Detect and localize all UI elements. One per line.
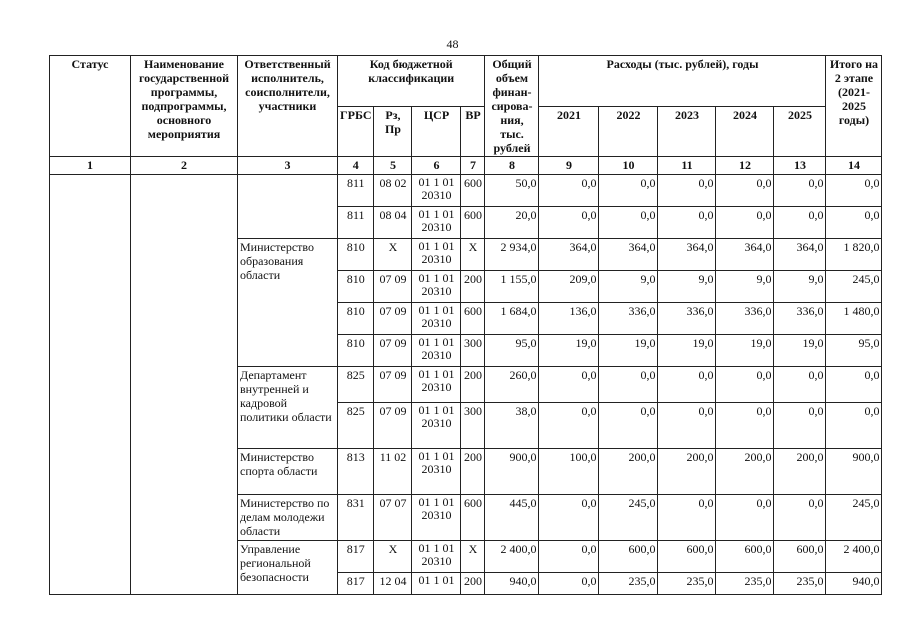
- year-2022-cell: 235,0: [599, 573, 658, 595]
- header-budget-code: Код бюджетной классификации: [338, 56, 485, 107]
- year-2022-cell: 9,0: [599, 271, 658, 303]
- year-2022-cell: 0,0: [599, 367, 658, 403]
- year-2025-cell: 235,0: [774, 573, 826, 595]
- header-expenses: Расходы (тыс. рублей), годы: [539, 56, 826, 107]
- year-2021-cell: 364,0: [539, 239, 599, 271]
- year-2021-cell: 0,0: [539, 403, 599, 449]
- header-stage-total: Итого на 2 этапе (2021-2025 годы): [826, 56, 882, 157]
- year-2024-cell: 364,0: [716, 239, 774, 271]
- stage-total-cell: 0,0: [826, 175, 882, 207]
- year-2022-cell: 200,0: [599, 449, 658, 495]
- stage-total-cell: 900,0: [826, 449, 882, 495]
- year-2021-cell: 0,0: [539, 175, 599, 207]
- year-2025-cell: 364,0: [774, 239, 826, 271]
- stage-total-cell: 95,0: [826, 335, 882, 367]
- grbs-cell: 831: [338, 495, 374, 541]
- vr-cell: 600: [461, 303, 485, 335]
- stage-total-cell: 245,0: [826, 271, 882, 303]
- column-number: 13: [774, 157, 826, 175]
- status-cell: [50, 175, 131, 595]
- vr-cell: 300: [461, 403, 485, 449]
- stage-total-cell: 2 400,0: [826, 541, 882, 573]
- rzpr-cell: 08 02: [374, 175, 412, 207]
- total-volume-cell: 2 400,0: [485, 541, 539, 573]
- column-number: 4: [338, 157, 374, 175]
- csr-cell: 01 1 01 20310: [412, 449, 461, 495]
- year-2025-cell: 19,0: [774, 335, 826, 367]
- total-volume-cell: 940,0: [485, 573, 539, 595]
- year-2025-cell: 0,0: [774, 403, 826, 449]
- year-2022-cell: 0,0: [599, 175, 658, 207]
- year-2022-cell: 600,0: [599, 541, 658, 573]
- column-number: 14: [826, 157, 882, 175]
- csr-cell: 01 1 01 20310: [412, 403, 461, 449]
- stage-total-cell: 245,0: [826, 495, 882, 541]
- vr-cell: 200: [461, 573, 485, 595]
- year-2025-cell: 0,0: [774, 207, 826, 239]
- grbs-cell: 810: [338, 335, 374, 367]
- column-number: 10: [599, 157, 658, 175]
- year-2025-cell: 600,0: [774, 541, 826, 573]
- grbs-cell: 810: [338, 271, 374, 303]
- year-2024-cell: 0,0: [716, 495, 774, 541]
- year-2025-cell: 0,0: [774, 367, 826, 403]
- year-2024-cell: 336,0: [716, 303, 774, 335]
- header-total-volume: Общий объем финан-сирова-ния, тыс. рублей: [485, 56, 539, 157]
- executor-cell: Министерство по делам молодежи области: [238, 495, 338, 541]
- year-2024-cell: 0,0: [716, 175, 774, 207]
- executor-cell: Министерство спорта области: [238, 449, 338, 495]
- header-row-1: [50, 56, 882, 107]
- executor-cell: Министерство образования области: [238, 239, 338, 367]
- rzpr-cell: 07 09: [374, 367, 412, 403]
- column-number: 3: [238, 157, 338, 175]
- year-2021-cell: 19,0: [539, 335, 599, 367]
- year-2025-cell: 336,0: [774, 303, 826, 335]
- year-2021-cell: 0,0: [539, 367, 599, 403]
- csr-cell: 01 1 01 20310: [412, 207, 461, 239]
- year-2021-cell: 0,0: [539, 495, 599, 541]
- rzpr-cell: 12 04: [374, 573, 412, 595]
- stage-total-cell: 0,0: [826, 367, 882, 403]
- column-number: 2: [131, 157, 238, 175]
- stage-total-cell: 0,0: [826, 207, 882, 239]
- table-row: [50, 175, 882, 207]
- grbs-cell: 825: [338, 403, 374, 449]
- column-number: 7: [461, 157, 485, 175]
- header-grbs: ГРБС: [338, 106, 374, 157]
- year-2023-cell: 0,0: [658, 403, 716, 449]
- vr-cell: 600: [461, 175, 485, 207]
- year-2023-cell: 19,0: [658, 335, 716, 367]
- year-2023-cell: 0,0: [658, 175, 716, 207]
- year-2024-cell: 0,0: [716, 367, 774, 403]
- grbs-cell: 811: [338, 175, 374, 207]
- year-2022-cell: 0,0: [599, 403, 658, 449]
- csr-cell: 01 1 01 20310: [412, 271, 461, 303]
- rzpr-cell: 07 09: [374, 403, 412, 449]
- year-2021-cell: 0,0: [539, 573, 599, 595]
- year-2024-cell: 0,0: [716, 207, 774, 239]
- total-volume-cell: 260,0: [485, 367, 539, 403]
- csr-cell: 01 1 01 20310: [412, 303, 461, 335]
- year-2022-cell: 364,0: [599, 239, 658, 271]
- header-status: Статус: [50, 56, 131, 157]
- total-volume-cell: 95,0: [485, 335, 539, 367]
- header-rzpr: Рз, Пр: [374, 106, 412, 157]
- total-volume-cell: 1 155,0: [485, 271, 539, 303]
- year-2024-cell: 0,0: [716, 403, 774, 449]
- grbs-cell: 813: [338, 449, 374, 495]
- rzpr-cell: X: [374, 541, 412, 573]
- rzpr-cell: 07 07: [374, 495, 412, 541]
- csr-cell: 01 1 01 20310: [412, 239, 461, 271]
- year-2021-cell: 209,0: [539, 271, 599, 303]
- vr-cell: 200: [461, 449, 485, 495]
- rzpr-cell: 11 02: [374, 449, 412, 495]
- total-volume-cell: 20,0: [485, 207, 539, 239]
- year-2022-cell: 245,0: [599, 495, 658, 541]
- year-2024-cell: 9,0: [716, 271, 774, 303]
- header-executor: Ответственный исполнитель, соисполнители, участники: [238, 56, 338, 157]
- year-2021-cell: 100,0: [539, 449, 599, 495]
- year-2024-cell: 19,0: [716, 335, 774, 367]
- total-volume-cell: 2 934,0: [485, 239, 539, 271]
- stage-total-cell: 940,0: [826, 573, 882, 595]
- vr-cell: 300: [461, 335, 485, 367]
- year-2025-cell: 200,0: [774, 449, 826, 495]
- header-year-2025: 2025: [774, 106, 826, 157]
- grbs-cell: 811: [338, 207, 374, 239]
- year-2022-cell: 336,0: [599, 303, 658, 335]
- year-2021-cell: 0,0: [539, 207, 599, 239]
- grbs-cell: 810: [338, 239, 374, 271]
- year-2023-cell: 200,0: [658, 449, 716, 495]
- year-2023-cell: 336,0: [658, 303, 716, 335]
- year-2023-cell: 600,0: [658, 541, 716, 573]
- total-volume-cell: 50,0: [485, 175, 539, 207]
- csr-cell: 01 1 01 20310: [412, 541, 461, 573]
- column-number: 6: [412, 157, 461, 175]
- rzpr-cell: 07 09: [374, 271, 412, 303]
- grbs-cell: 817: [338, 541, 374, 573]
- year-2024-cell: 235,0: [716, 573, 774, 595]
- table-body: [50, 175, 882, 595]
- grbs-cell: 810: [338, 303, 374, 335]
- csr-cell: 01 1 01: [412, 573, 461, 595]
- total-volume-cell: 445,0: [485, 495, 539, 541]
- rzpr-cell: 07 09: [374, 303, 412, 335]
- year-2023-cell: 0,0: [658, 495, 716, 541]
- budget-table: [49, 55, 882, 595]
- stage-total-cell: 1 480,0: [826, 303, 882, 335]
- year-2022-cell: 0,0: [599, 207, 658, 239]
- header-vr: ВР: [461, 106, 485, 157]
- rzpr-cell: X: [374, 239, 412, 271]
- column-number: 1: [50, 157, 131, 175]
- year-2024-cell: 600,0: [716, 541, 774, 573]
- year-2025-cell: 0,0: [774, 495, 826, 541]
- column-number: 12: [716, 157, 774, 175]
- total-volume-cell: 1 684,0: [485, 303, 539, 335]
- total-volume-cell: 38,0: [485, 403, 539, 449]
- column-number: 9: [539, 157, 599, 175]
- header-year-2021: 2021: [539, 106, 599, 157]
- vr-cell: 600: [461, 495, 485, 541]
- grbs-cell: 817: [338, 573, 374, 595]
- page-number: 48: [446, 37, 459, 51]
- program-name-cell: [131, 175, 238, 595]
- year-2023-cell: 0,0: [658, 367, 716, 403]
- total-volume-cell: 900,0: [485, 449, 539, 495]
- rzpr-cell: 07 09: [374, 335, 412, 367]
- vr-cell: X: [461, 541, 485, 573]
- year-2021-cell: 0,0: [539, 541, 599, 573]
- year-2025-cell: 9,0: [774, 271, 826, 303]
- csr-cell: 01 1 01 20310: [412, 175, 461, 207]
- executor-cell: [238, 175, 338, 239]
- year-2023-cell: 235,0: [658, 573, 716, 595]
- vr-cell: 200: [461, 367, 485, 403]
- header-year-2022: 2022: [599, 106, 658, 157]
- csr-cell: 01 1 01 20310: [412, 335, 461, 367]
- column-number: 11: [658, 157, 716, 175]
- year-2024-cell: 200,0: [716, 449, 774, 495]
- stage-total-cell: 1 820,0: [826, 239, 882, 271]
- column-number-row: [50, 157, 882, 175]
- vr-cell: X: [461, 239, 485, 271]
- grbs-cell: 825: [338, 367, 374, 403]
- year-2021-cell: 136,0: [539, 303, 599, 335]
- vr-cell: 200: [461, 271, 485, 303]
- year-2023-cell: 364,0: [658, 239, 716, 271]
- stage-total-cell: 0,0: [826, 403, 882, 449]
- csr-cell: 01 1 01 20310: [412, 495, 461, 541]
- executor-cell: Управление региональной безопасности: [238, 541, 338, 595]
- csr-cell: 01 1 01 20310: [412, 367, 461, 403]
- header-csr: ЦСР: [412, 106, 461, 157]
- year-2023-cell: 9,0: [658, 271, 716, 303]
- column-number: 5: [374, 157, 412, 175]
- column-number: 8: [485, 157, 539, 175]
- vr-cell: 600: [461, 207, 485, 239]
- header-program-name: Наименование государственной программы, подпрограммы, основного мероприятия: [131, 56, 238, 157]
- year-2023-cell: 0,0: [658, 207, 716, 239]
- header-year-2024: 2024: [716, 106, 774, 157]
- year-2025-cell: 0,0: [774, 175, 826, 207]
- header-year-2023: 2023: [658, 106, 716, 157]
- rzpr-cell: 08 04: [374, 207, 412, 239]
- executor-cell: Департамент внутренней и кадровой политики области: [238, 367, 338, 449]
- year-2022-cell: 19,0: [599, 335, 658, 367]
